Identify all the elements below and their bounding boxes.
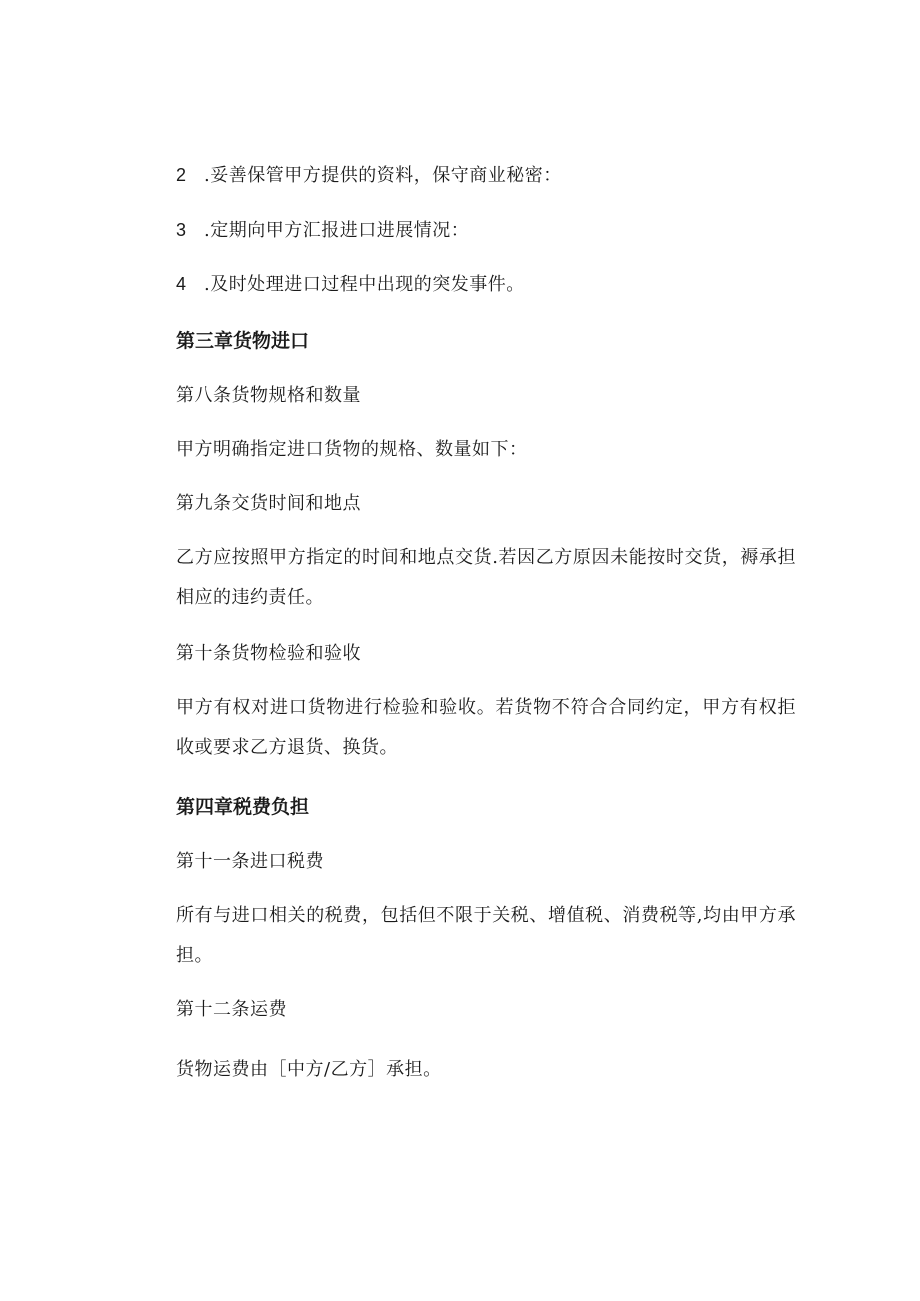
article-11-title: 第十一条进口税费 xyxy=(176,851,324,872)
chapter-3-heading: 第三章货物进口 xyxy=(176,330,310,352)
article-11-text: 所有与进口相关的税费，包括但不限于关税、增值税、消费税等,均由甲方承担。 xyxy=(176,905,796,966)
list-text: .定期向甲方汇报进口进展情况： xyxy=(204,220,470,241)
list-text: .妥善保管甲方提供的资料，保守商业秘密： xyxy=(204,165,562,186)
article-9-text: 乙方应按照甲方指定的时间和地点交货.若因乙方原因未能按时交货，褥承担相应的违约责任。 xyxy=(176,547,796,608)
list-number: 2 xyxy=(176,165,187,185)
list-number: 4 xyxy=(176,274,187,294)
article-8-title: 第八条货物规格和数量 xyxy=(176,385,361,406)
chapter-4-heading: 第四章税费负担 xyxy=(176,796,310,818)
article-8-text: 甲方明确指定进口货物的规格、数量如下： xyxy=(176,439,528,460)
article-12-text: 货物运费由［中方/乙方］承担。 xyxy=(176,1059,442,1080)
article-10-title: 第十条货物检验和验收 xyxy=(176,643,361,664)
list-text: .及时处理进口过程中出现的突发事件。 xyxy=(204,274,525,295)
list-item xyxy=(176,218,469,243)
article-9-title: 第九条交货时间和地点 xyxy=(176,493,361,514)
list-number: 3 xyxy=(176,220,187,240)
article-10-text: 甲方有权对进口货物进行检验和验收。若货物不符合合同约定，甲方有权拒收或要求乙方退货、换货。 xyxy=(176,697,796,758)
list-item xyxy=(176,163,562,188)
article-12-title: 第十二条运费 xyxy=(176,999,287,1020)
list-item xyxy=(176,272,525,297)
